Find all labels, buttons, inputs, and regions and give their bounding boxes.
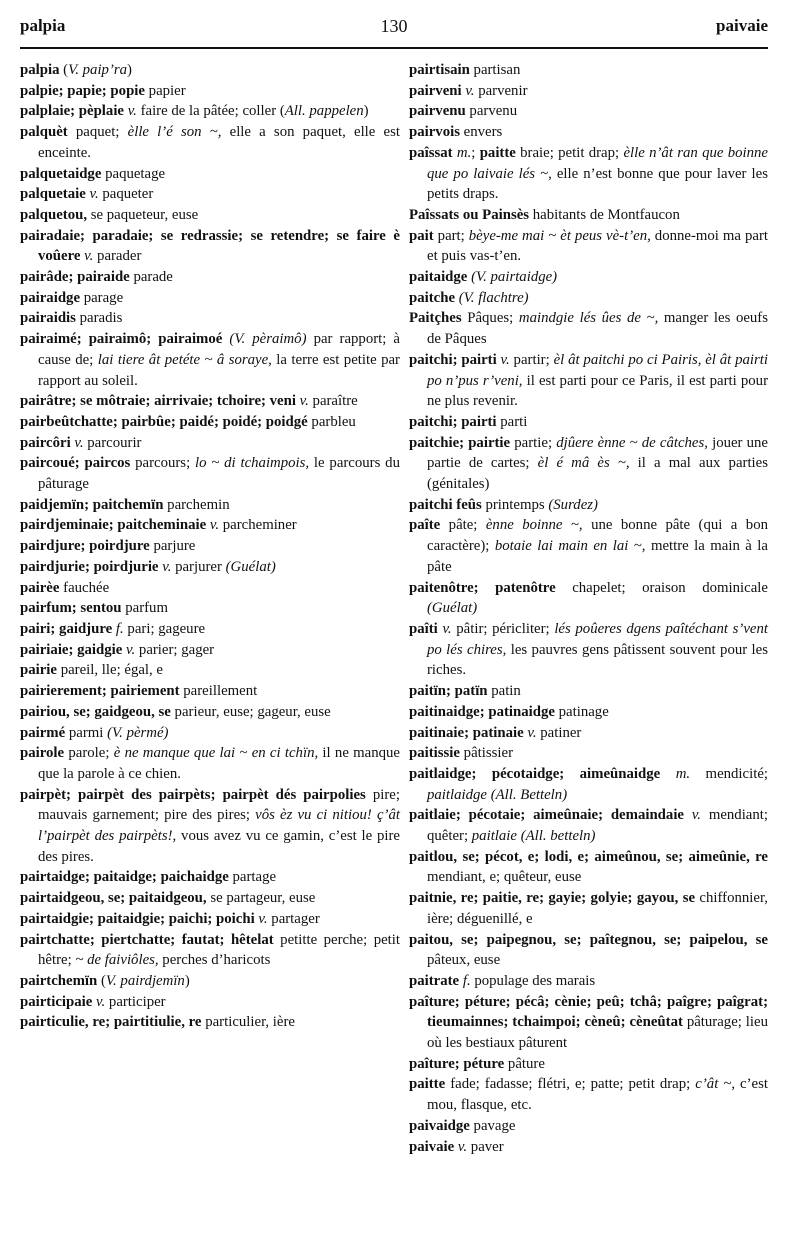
dictionary-entry (20, 930, 400, 971)
italic-text: (V. flachtre) (458, 289, 529, 306)
headword: pairdjurie; poirdjurie (20, 558, 159, 575)
page-number: 130 (380, 16, 408, 36)
headword: paitchie; pairtie (409, 434, 511, 451)
definition-text (684, 807, 692, 823)
dictionary-entry (409, 122, 768, 143)
definition-text: pari; gageure (123, 620, 206, 637)
definition-text: manger les oeufs de Pâques (427, 310, 768, 348)
definition-text: pâture (504, 1055, 545, 1072)
headword: paivaidge (409, 1117, 470, 1134)
definition-text: partager (267, 910, 320, 927)
dictionary-entry (20, 329, 400, 391)
dictionary-entry (20, 992, 400, 1013)
headword: pairtchemïn (20, 972, 98, 989)
dictionary-entry (20, 453, 400, 494)
definition-text: les pauvres gens pâtissent souvent pour les riches. (427, 641, 768, 679)
definition-text: populage des marais (470, 972, 596, 989)
italic-text: v. (96, 993, 106, 1010)
definition-text: ) (363, 103, 369, 120)
headword: paitlou, se; pécot, e; lodi, e; aimeûnou, se; aimeûnie, re (409, 848, 768, 865)
definition-text: patin (487, 683, 521, 700)
italic-text: (V. pèraimô) (229, 331, 307, 348)
definition-text: pâte; (440, 517, 486, 534)
headword: pairmé (20, 724, 66, 741)
definition-text: parvenu (465, 103, 518, 120)
italic-text: v. (691, 807, 701, 824)
definition-text: par rapport; à cause de; (38, 331, 400, 368)
definition-text: patinage (554, 703, 609, 720)
definition-text: pavage (469, 1117, 516, 1134)
dictionary-entry (20, 640, 400, 661)
headword: paîture; péture (409, 1055, 505, 1072)
dictionary-entry (20, 578, 400, 599)
definition-text: parfum (121, 600, 168, 617)
italic-text: v. (527, 724, 537, 741)
definition-text (660, 766, 675, 782)
dictionary-entry (409, 888, 768, 929)
headword: pairâde; pairaide (20, 269, 130, 286)
dictionary-entry (20, 660, 400, 681)
definition-text: chiffonnier, ière; déguenillé, e (427, 890, 768, 927)
definition-text: parchemin (163, 496, 230, 513)
dictionary-entry (20, 743, 400, 784)
dictionary-entry (409, 495, 768, 516)
italic-text: m. (456, 144, 472, 161)
headword: pairaidge (20, 289, 81, 306)
headword: pairvois (409, 124, 460, 141)
italic-text: v. (299, 393, 309, 410)
italic-text: paitlaie (All. betteln) (471, 828, 596, 845)
dictionary-entry (20, 1012, 400, 1033)
definition-text: chapelet; oraison dominicale (555, 579, 768, 596)
definition-text: elle a son paquet, elle est enceinte. (38, 124, 400, 161)
headword: palquetaie (20, 186, 86, 203)
definition-text: parcheminer (219, 517, 297, 534)
dictionary-entry (409, 992, 768, 1054)
italic-text: All. pappelen (284, 103, 364, 120)
dictionary-entry (409, 412, 768, 433)
dictionary-entry (20, 495, 400, 516)
headword: paîssat (409, 144, 453, 161)
headword: paitïn; patïn (409, 683, 488, 700)
italic-text: ènne boinne ~, (485, 517, 583, 534)
italic-text: (V. pairtaidge) (471, 269, 558, 286)
headword: pairdjeminaie; paitcheminaie (20, 517, 207, 534)
dictionary-entry (409, 619, 768, 681)
definition-text: une bonne pâte (qui a bon caractère); (427, 517, 769, 555)
dictionary-entry (409, 515, 768, 577)
headword: palpia (20, 62, 60, 78)
header-rule (20, 47, 768, 49)
headword: paircoué; paircos (20, 455, 131, 472)
headword: pairveni (409, 82, 462, 99)
italic-text: ~ de faiviôles, (75, 952, 159, 969)
definition-text: donne-moi ma part et puis vas-t’en. (427, 227, 768, 265)
headword: paitinaidge; patinaidge (409, 703, 555, 720)
italic-text: v. (500, 351, 510, 368)
definition-text: parcourir (83, 434, 142, 451)
definition-text: ( (97, 972, 106, 989)
italic-text: (V. pèrmé) (107, 724, 169, 741)
italic-text: m. (675, 765, 691, 782)
dictionary-entry (409, 743, 768, 764)
dictionary-entry (20, 308, 400, 329)
dictionary-entry (409, 101, 768, 122)
headword: palplaie; pèplaie (20, 103, 124, 120)
dictionary-entry (409, 60, 768, 81)
definition-text: printemps (481, 496, 549, 513)
italic-text: (Guélat) (427, 600, 478, 617)
definition-text: partir; (509, 351, 554, 368)
definition-text: partie; (510, 434, 557, 451)
headword: paîte (409, 517, 441, 534)
definition-text: Pâques; (461, 310, 519, 327)
italic-text: f. (115, 620, 124, 637)
dictionary-entry (20, 205, 400, 226)
headword: pairdjure; poirdjure (20, 538, 150, 555)
dictionary-entry (20, 60, 400, 81)
headword: paitou, se; paipegnou, se; paîtegnou, se; paipelou, se (409, 931, 768, 948)
definition-text: parti (496, 413, 528, 430)
italic-text: (Guélat) (225, 558, 276, 575)
definition-text: parage (80, 289, 124, 306)
italic-text: v. (442, 620, 452, 637)
dictionary-entry (20, 971, 400, 992)
headword: pairtaidgeou, se; paitaidgeou, (20, 890, 207, 907)
headword: pairbeûtchatte; pairbûe; paidé; poidé; poidgé (20, 413, 308, 430)
definition-text: pâtissier (459, 745, 513, 762)
headword: palquèt (20, 124, 68, 141)
right-column (409, 60, 768, 1157)
definition-text: ; (471, 144, 480, 161)
headword: paitche (409, 289, 456, 306)
italic-text: bèye-me mai ~ èt peus vè-t’en, (468, 227, 651, 244)
headword: pairi; gaidjure (20, 620, 113, 637)
definition-text: mendiant; quêter; (427, 807, 769, 845)
dictionary-entry (409, 702, 768, 723)
definition-text: paraître (308, 393, 358, 410)
dictionary-entry (409, 350, 768, 412)
page-header (20, 16, 768, 46)
italic-text: paitlaidge (All. Betteln) (427, 786, 568, 803)
definition-text: parjure (149, 538, 196, 555)
italic-text: f. (462, 972, 471, 989)
left-column (20, 60, 400, 1033)
definition-text: se partageur, euse (206, 890, 316, 907)
definition-text: paquet; (67, 124, 128, 141)
definition-text: parieur, euse; gageur, euse (170, 703, 331, 720)
dictionary-entry (409, 288, 768, 309)
headword: pairadaie; paradaie; se redrassie; se retendre; se faire è voûere (20, 227, 400, 265)
headword: Paitçhes (409, 310, 462, 327)
headword: pairtisain (409, 62, 470, 78)
headword: paitissie (409, 745, 460, 762)
headword: paitlaie; pécotaie; aimeûnaie; demaindaie (409, 807, 684, 824)
headword: paitte (479, 144, 516, 161)
italic-text: v. (127, 103, 137, 120)
italic-text: v. (74, 434, 84, 451)
headword: pait (409, 227, 434, 244)
definition-text: parader (93, 248, 142, 265)
dictionary-entry (20, 536, 400, 557)
headword: paîture; péture; pécâ; cènie; peû; tchâ; paîgre; paîgrat; tieumainnes; tchaimpoi; cèneû; cèneûtat (409, 993, 768, 1031)
definition-text: fade; fadasse; flétri, e; patte; petit drap; (445, 1076, 696, 1093)
definition-text: pareil, lle; égal, e (57, 662, 163, 679)
definition-text: perches d’haricots (158, 952, 271, 969)
dictionary-entry (20, 164, 400, 185)
definition-text: habitants de Montfaucon (529, 206, 680, 223)
dictionary-entry (409, 1116, 768, 1137)
italic-text: è ne manque que lai ~ en ci tchïn, (113, 745, 319, 762)
definition-text: parmi (65, 724, 108, 741)
definition-text: parole; (64, 745, 114, 762)
definition-text: c’est mou, flasque, etc. (427, 1076, 768, 1114)
headword: pairaidis (20, 310, 76, 327)
dictionary-entry (20, 226, 400, 267)
dictionary-entry (409, 81, 768, 102)
headword: Paîssats ou Painsès (409, 206, 530, 223)
dictionary-entry (20, 702, 400, 723)
definition-text: parade (129, 269, 173, 286)
definition-text: papier (144, 82, 186, 99)
definition-text: envers (459, 124, 503, 141)
dictionary-entry (409, 1074, 768, 1115)
italic-text: èl é mâ ès ~, (537, 455, 630, 472)
dictionary-entry (20, 785, 400, 868)
definition-text: mettre la main à la pâte (427, 538, 768, 575)
italic-text: botaie lai main en lai ~, (494, 538, 646, 555)
headword: palquetaidge (20, 165, 102, 182)
headword: paitchi; pairti (409, 351, 497, 368)
definition-text: mendicité; (690, 765, 769, 782)
dictionary-entry (409, 805, 768, 846)
dictionary-entry (409, 930, 768, 971)
headword: pairticulie, re; pairtitiulie, re (20, 1014, 202, 1031)
dictionary-entry (409, 723, 768, 744)
definition-text: parvenir (474, 82, 528, 99)
headword: pairâtre; se môtraie; airrivaie; tchoire; veni (20, 393, 296, 410)
headword: pairaimé; pairaimô; pairaimoé (20, 331, 223, 348)
definition-text: parbleu (307, 413, 356, 430)
dictionary-entry (20, 184, 400, 205)
headword: paivaie (409, 1138, 455, 1155)
dictionary-entry (409, 226, 768, 267)
dictionary-entry (20, 267, 400, 288)
definition-text: ) (184, 972, 190, 989)
definition-text: fauchée (59, 579, 110, 596)
italic-text: maindgie lés ûes de ~, (518, 310, 659, 327)
left-guideword: palpia (20, 16, 66, 35)
italic-text: v. (162, 558, 172, 575)
dictionary-entry (20, 557, 400, 578)
italic-text: èl ât paitchi po ci Pairis, èl ât pairti po n’pus r’veni, (427, 351, 769, 389)
dictionary-entry (409, 267, 768, 288)
dictionary-entry (20, 723, 400, 744)
headword: palpie; papie; popie (20, 82, 145, 99)
headword: pairpèt; pairpèt des pairpèts; pairpèt dés pairpolies (20, 786, 366, 803)
dictionary-entry (20, 101, 400, 122)
italic-text: v. (457, 1138, 468, 1155)
definition-text: pâtir; péricliter; (451, 620, 555, 637)
dictionary-entry (409, 971, 768, 992)
definition-text: pâteux, euse (427, 952, 501, 969)
italic-text: v. (465, 82, 475, 99)
headword: paitchi; pairti (409, 413, 497, 430)
definition-text: pire; mauvais garnement; pire des pires; (38, 786, 400, 824)
definition-text: participer (105, 993, 166, 1010)
italic-text: (Surdez) (548, 496, 598, 513)
italic-text: vôs èz vu ci nitiou! ç’ât l’pairpèt des pairpèts!, (38, 807, 400, 845)
definition-text: parcours; (130, 455, 195, 472)
definition-text: patiner (536, 724, 582, 741)
definition-text: partisan (469, 62, 521, 78)
headword: paitenôtre; patenôtre (409, 579, 556, 596)
dictionary-entry (20, 598, 400, 619)
definition-text: paqueter (98, 186, 154, 203)
definition-text: part; (433, 227, 469, 244)
definition-text: braie; petit drap; (515, 144, 624, 161)
italic-text: v. (258, 910, 268, 927)
definition-text: parjurer (171, 558, 226, 575)
italic-text: V. pairdjemïn (105, 972, 185, 989)
italic-text: èlle l’é son ~, (127, 124, 222, 141)
italic-text: v. (84, 248, 94, 265)
dictionary-entry (409, 308, 768, 349)
definition-text: le parcours du pâturage (38, 455, 400, 493)
headword: paitaidge (409, 269, 468, 286)
definition-text: il ne manque que la parole à ce chien. (38, 745, 400, 782)
italic-text: v. (89, 186, 99, 203)
dictionary-entry (409, 847, 768, 888)
italic-text: v. (209, 517, 220, 534)
definition-text: il est parti pour ce Paris, il est parti pour ne plus revenir. (427, 372, 769, 410)
definition-text: particulier, ière (201, 1014, 295, 1031)
definition-text: parier; gager (135, 641, 215, 658)
dictionary-entry (20, 909, 400, 930)
dictionary-entry (20, 433, 400, 454)
italic-text: c’ât ~, (695, 1076, 736, 1093)
dictionary-entry (20, 122, 400, 163)
dictionary-entry (409, 1137, 768, 1158)
headword: pairtaidgie; paitaidgie; paichi; poichi (20, 910, 255, 927)
dictionary-entry (20, 81, 400, 102)
headword: pairiaie; gaidgie (20, 641, 123, 658)
dictionary-entry (409, 205, 768, 226)
definition-text: elle n’est bonne que pour laver les petits draps. (427, 165, 768, 203)
italic-text: djûere ènne ~ de câtches, (556, 434, 708, 451)
definition-text: jouer une partie de cartes; (427, 434, 768, 472)
definition-text: il a mal aux parties (génitales) (427, 455, 768, 493)
dictionary-entry (409, 433, 768, 495)
dictionary-entry (20, 619, 400, 640)
headword: paitrate (409, 972, 460, 989)
definition-text: vous avez vu ce gamin, c’est le pire des pires. (38, 828, 400, 865)
headword: paitinaie; patinaie (409, 724, 524, 741)
headword: pairtaidge; paitaidge; paichaidge (20, 869, 229, 886)
headword: paîti (409, 620, 438, 637)
dictionary-entry (409, 764, 768, 805)
headword: pairtchatte; piertchatte; fautat; hêtelat (20, 931, 274, 948)
italic-text: V. paip’ra (68, 62, 128, 78)
definition-text: partage (228, 869, 277, 886)
headword: pairole (20, 745, 65, 762)
definition-text: la terre est petite par rapport au soleil. (38, 351, 400, 389)
headword: paitnie, re; paitie, re; gayie; golyie; gayou, se (409, 890, 696, 907)
headword: paidjemïn; paitchemïn (20, 496, 164, 513)
dictionary-entry (409, 681, 768, 702)
dictionary-entry (409, 1054, 768, 1075)
definition-text: petitte perche; petit hêtre; (38, 931, 400, 969)
definition-text: paver (467, 1138, 504, 1155)
dictionary-entry (20, 681, 400, 702)
dictionary-entry (409, 143, 768, 205)
dictionary-entry (409, 578, 768, 619)
dictionary-entry (20, 391, 400, 412)
italic-text: v. (126, 641, 136, 658)
dictionary-entry (20, 288, 400, 309)
headword: pairie (20, 662, 57, 679)
headword: pairfum; sentou (20, 600, 122, 617)
dictionary-entry (20, 412, 400, 433)
headword: paitlaidge; pécotaidge; aimeûnaidge (409, 765, 661, 782)
headword: pairierement; pairiement (20, 683, 180, 700)
italic-text: lés poûeres dgens paîtéchant s’vent po lés chires, (427, 620, 768, 658)
definition-text: pâturage; lieu où les bestiaux pâturent (427, 1014, 768, 1052)
italic-text: èlle n’ât ran que boinne que po laivaie lés ~, (427, 144, 769, 182)
definition-text: faire de la pâtée; coller ( (136, 103, 285, 120)
headword: paitchi feûs (409, 496, 482, 513)
headword: paircôri (20, 434, 71, 451)
headword: pairvenu (409, 103, 466, 120)
italic-text: lai tiere ât petéte ~ â soraye, (97, 351, 272, 368)
definition-text: mendiant, e; quêteur, euse (427, 869, 582, 886)
dictionary-entry (20, 867, 400, 888)
definition-text: pareillement (179, 683, 258, 700)
definition-text: paradis (75, 310, 123, 327)
definition-text: se paqueteur, euse (87, 206, 199, 223)
definition-text: ) (127, 62, 132, 78)
right-guideword: paivaie (716, 16, 768, 35)
italic-text: lo ~ di tchaimpois, (195, 455, 310, 472)
dictionary-entry (20, 515, 400, 536)
dictionary-entry (20, 888, 400, 909)
headword: pairiou, se; gaidgeou, se (20, 703, 171, 720)
headword: palquetou, (20, 206, 88, 223)
headword: paitte (409, 1076, 446, 1093)
headword: pairticipaie (20, 993, 93, 1010)
definition-text: paquetage (101, 165, 166, 182)
headword: pairèe (20, 579, 60, 596)
definition-text: ( (59, 62, 69, 78)
